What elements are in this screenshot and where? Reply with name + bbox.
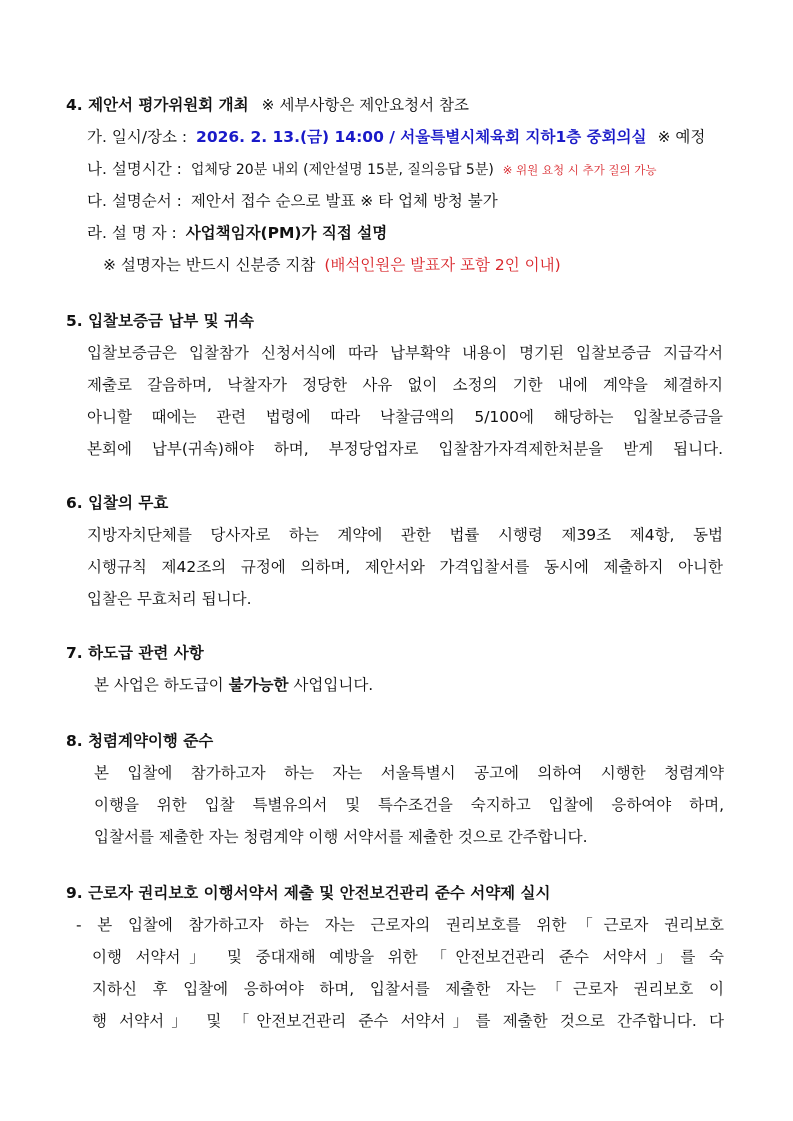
item-b-value: 업체당 20분 내외 (제안설명 15분, 질의응답 5분) <box>190 162 494 178</box>
section-5-line-3: 아니할 때에는 관련 법령에 따라 낙찰금액의 5/100에 해당하는 입찰보증금을 <box>87 408 723 426</box>
section-5-heading: 5. 입찰보증금 납부 및 귀속 <box>66 312 254 330</box>
section-7-heading: 7. 하도급 관련 사항 <box>66 644 204 662</box>
section-4-heading: 4. 제안서 평가위원회 개최 <box>66 96 249 114</box>
section-6-line-3: 입찰은 무효처리 됩니다. <box>87 590 252 608</box>
item-d-label: 라. 설 명 자 : <box>87 224 177 242</box>
section-4-item-b <box>87 158 657 181</box>
section-9-line-4: 행 서약서」 및 「안전보건관리 준수 서약서」를 제출한 것으로 간주합니다. 다 <box>92 1012 724 1030</box>
section-4-heading-note: ※ 세부사항은 제안요청서 참조 <box>261 96 469 114</box>
section-4-heading-row <box>66 94 469 116</box>
section-8-heading: 8. 청렴계약이행 준수 <box>66 732 214 750</box>
s7-suffix: 사업입니다. <box>293 676 374 694</box>
section-4-item-a <box>87 126 705 148</box>
section-8-line-1: 본 입찰에 참가하고자 하는 자는 서울특별시 공고에 의하여 시행한 청렴계약 <box>94 764 724 782</box>
note-prefix: ※ 설명자는 반드시 신분증 지참 <box>103 256 316 274</box>
section-8-line-3: 입찰서를 제출한 자는 청렴계약 이행 서약서를 제출한 것으로 간주합니다. <box>94 828 588 846</box>
item-b-label: 나. 설명시간 : <box>87 160 182 178</box>
item-c-value: 제안서 접수 순으로 발표 ※ 타 업체 방청 불가 <box>190 192 498 210</box>
item-a-label: 가. 일시/장소 : <box>87 128 188 146</box>
section-8-line-2: 이행을 위한 입찰 특별유의서 및 특수조건을 숙지하고 입찰에 응하여야 하며, <box>94 796 724 814</box>
item-c-label: 다. 설명순서 : <box>87 192 182 210</box>
section-9-line-3: 지하신 후 입찰에 응하여야 하며, 입찰서를 제출한 자는「근로자 권리보호 이 <box>92 980 724 998</box>
item-a-note: ※ 예정 <box>657 128 706 146</box>
section-9-line-2: 이행 서약서」 및 중대재해 예방을 위한 「안전보건관리 준수 서약서」를 숙 <box>92 948 724 966</box>
section-6-line-2: 시행규칙 제42조의 규정에 의하며, 제안서와 가격입찰서를 동시에 제출하지 아니한 <box>87 558 723 576</box>
item-a-value: 2026. 2. 13.(금) 14:00 / 서울특별시체육회 지하1층 중회의실 <box>196 128 647 146</box>
s7-prefix: 본 사업은 하도급이 <box>94 676 224 694</box>
item-d-value: 사업책임자(PM)가 직접 설명 <box>185 224 388 242</box>
section-6-heading: 6. 입찰의 무효 <box>66 494 169 512</box>
section-6-line-1: 지방자치단체를 당사자로 하는 계약에 관한 법률 시행령 제39조 제4항, 동법 <box>87 526 723 544</box>
section-7-body <box>94 674 373 696</box>
section-4-item-d <box>87 222 387 244</box>
section-4-item-c <box>87 190 498 212</box>
note-red: (배석인원은 발표자 포함 2인 이내) <box>324 256 561 274</box>
section-5-line-2: 제출로 갈음하며, 낙찰자가 정당한 사유 없이 소정의 기한 내에 계약을 체결하지 <box>87 376 723 394</box>
section-9-line-1: - 본 입찰에 참가하고자 하는 자는 근로자의 권리보호를 위한「근로자 권리보호 <box>76 916 724 934</box>
section-4-note <box>103 254 561 276</box>
section-9-heading: 9. 근로자 권리보호 이행서약서 제출 및 안전보건관리 준수 서약제 실시 <box>66 884 551 902</box>
section-5-line-4: 본회에 납부(귀속)해야 하며, 부정당업자로 입찰참가자격제한처분을 받게 됩니다. <box>87 440 723 458</box>
section-5-line-1: 입찰보증금은 입찰참가 신청서식에 따라 납부확약 내용이 명기된 입찰보증금 지급각서 <box>87 344 723 362</box>
item-b-note: ※ 위원 요청 시 추가 질의 가능 <box>502 163 657 177</box>
s7-bold: 불가능한 <box>228 676 289 694</box>
